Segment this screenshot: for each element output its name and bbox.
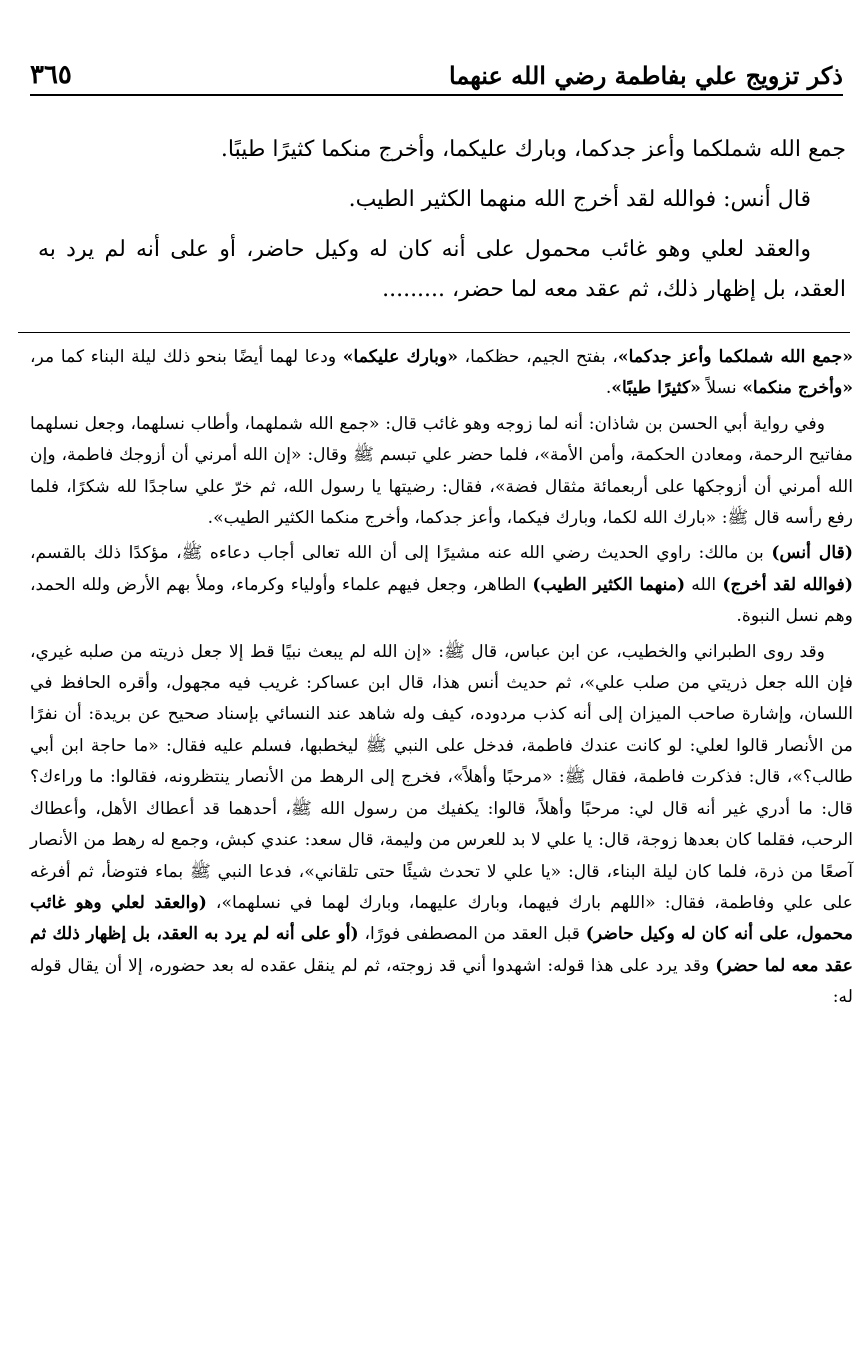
quoted-phrase: (قال أنس): [771, 543, 853, 564]
commentary-paragraph: وفي رواية أبي الحسن بن شاذان: أنه لما زوجه وهو غائب قال: «جمع الله شملهما، وأطاب نسلهما، وجعل نسلهما مفاتيح الرحمة، ومعادن الحكمة، وأمن الأمة»، فلما حضر علي تبسم ﷺ وقال: «إن الله أمرني أن أزوجك فاطمة، وإن الله أمرني أن أزوجكها على أربعمائة مثقال فضة»، فقال: رضيتها يا رسول الله، ثم خرّ علي ساجدًا لله شكرًا، فلما رفع رأسه قال ﷺ: «بارك الله لكما، وبارك فيكما، وأعز جدكما، وأخرج منكما الكثير الطيب».: [30, 413, 853, 529]
main-text-line: والعقد لعلي وهو غائب محمول على أنه كان له وكيل حاضر، أو على أنه لم يرد به العقد، بل إظهار ذلك، ثم عقد معه لما حضر، .........: [38, 237, 846, 302]
commentary-text: وقد روى الطبراني والخطيب، عن ابن عباس، قال ﷺ: «إن الله لم يبعث نبيًا قط إلا جعل ذريته من صلبه غيري، فإن الله جعل ذريتي من صلب علي»، ثم حديث أنس هذا، قال ابن عساكر: غريب فيه مجهول، وأقره الحافظ في اللسان، وإشارة صاحب الميزان إلى أنه كذب مردوده، كيف وله شاهد عند النسائي بإسناد صحيح عن بريدة: أن نفرًا من الأنصار قالوا لعلي: لو كانت عندك فاطمة، فدخل على النبي ﷺ ليخطبها، فسلم عليه فقال: «ما حاجة ابن أبي طالب؟»، قال: فذكرت فاطمة، فقال ﷺ: «مرحبًا وأهلاً»، فخرج إلى الرهط من الأنصار ينتظرونه، فقالوا: ما وراءك؟ قال: ما أدري غير أنه قال لي: مرحبًا وأهلاً، قالوا: يكفيك من رسول الله ﷺ، أحدهما قد أعطاك الأهل، وأعطاك الرحب، فقلما كان بعدها زوجة، قال: يا علي لا بد للعرس من وليمة، قال سعد: عندي كبش، وجمع له رهط من الأنصار آصعًا من ذرة، فلما كان ليلة البناء، قال: «يا علي لا تحدث شيئًا حتى تلقاني»، فدعا النبي ﷺ بماء فتوضأ، ثم أفرغه على علي وفاطمة، فقال: «اللهم بارك فيهما، وبارك عليهما، وبارك لهما في نسلهما»،: [30, 641, 853, 913]
quoted-phrase: (والعقد لعلي وهو غائب محمول، على أنه كان له وكيل حاضر): [30, 892, 853, 945]
main-text-line: قال أنس: فوالله لقد أخرج الله منهما الكثير الطيب.: [348, 187, 811, 212]
commentary-paragraph: [30, 342, 853, 405]
separator-rule: [18, 332, 850, 333]
commentary: [30, 342, 853, 1018]
commentary-paragraph: [30, 637, 853, 1014]
commentary-text: نسلاً: [700, 378, 743, 399]
commentary-text: ، بفتح الجيم، حظكما،: [457, 347, 618, 367]
page-header: [30, 52, 843, 96]
quoted-phrase: «وأخرج منكما»: [742, 378, 853, 399]
commentary-text: بن مالك: راوي الحديث رضي الله عنه مشيرًا إلى أن الله تعالى أجاب دعاءه ﷺ، مؤكدًا ذلك بالقسم،: [30, 543, 772, 564]
commentary-paragraph: [30, 538, 853, 632]
main-text-line: جمع الله شملكما وأعز جدكما، وبارك عليكما، وأخرج منكما كثيرًا طيبًا.: [220, 137, 846, 162]
quoted-phrase: (منهما الكثير الطيب): [532, 574, 686, 595]
quoted-phrase: «جمع الله شملكما وأعز جدكما»: [617, 347, 853, 367]
quoted-phrase: (أو على أنه لم يرد به العقد، بل إظهار ذلك ثم عقد معه لما حضر): [30, 924, 853, 976]
commentary-text: قبل العقد من المصطفى فورًا،: [358, 924, 586, 945]
quoted-phrase: (فوالله لقد أخرج): [722, 574, 853, 595]
running-title: ذكر تزويج علي بفاطمة رضي الله عنهما: [449, 61, 843, 90]
page-number: ٣٦٥: [30, 60, 72, 90]
commentary-text: الطاهر، وجعل فيهم علماء وأولياء وكرماء، وملأ بهم الأرض ولله الحمد، وهم نسل النبوة.: [30, 574, 853, 627]
commentary-text: .: [605, 378, 612, 399]
commentary-text: وقد يرد على هذا قوله: اشهدوا أني قد زوجته، ثم لم ينقل عقده له بعد حضوره، إلا أن يقال قوله له:: [30, 955, 853, 1008]
main-text: [38, 130, 846, 320]
commentary-text: الله: [685, 574, 723, 595]
quoted-phrase: «وبارك عليكما»: [342, 347, 458, 367]
quoted-phrase: «كثيرًا طيبًا»: [611, 378, 701, 399]
commentary-text: ودعا لهما أيضًا بنحو ذلك ليلة البناء كما مر،: [30, 347, 343, 367]
